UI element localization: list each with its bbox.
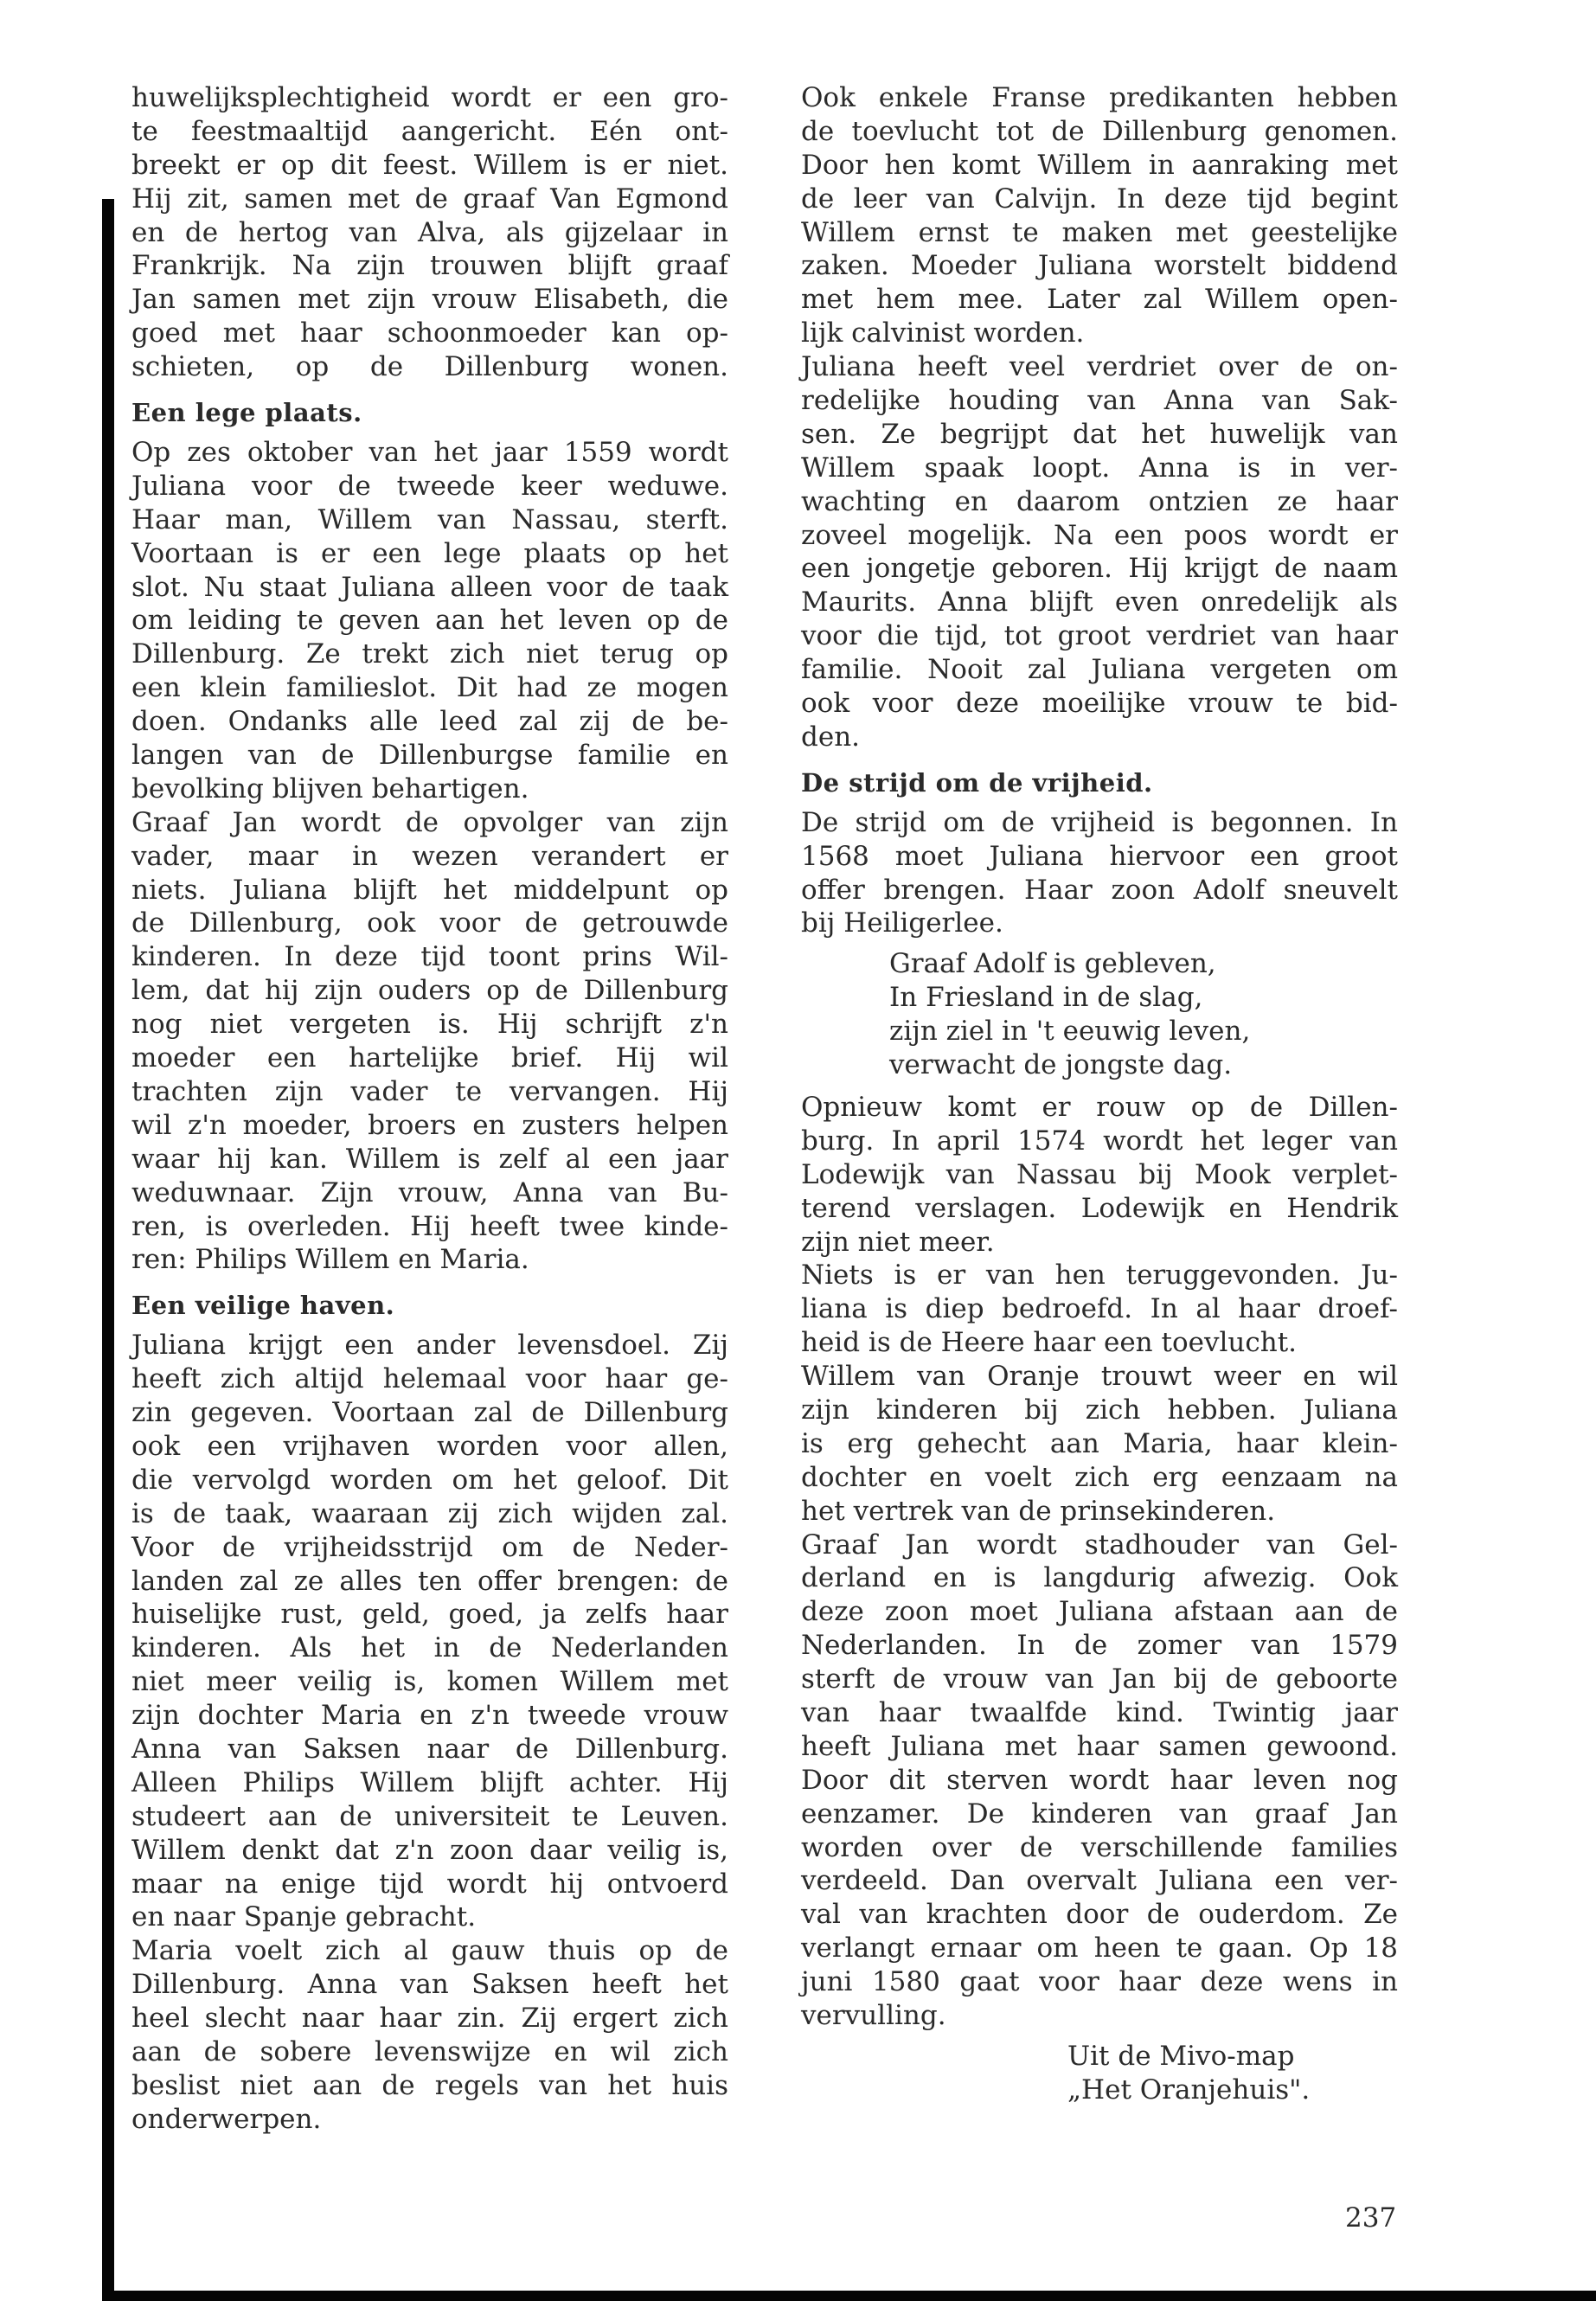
text-line: Uit de Mivo-map <box>1067 2040 1295 2072</box>
text-line: weduwnaar. Zijn vrouw, Anna van Bu- <box>131 1176 728 1208</box>
text-line: 1568 moet Juliana hiervoor een groot <box>801 840 1398 872</box>
text-line: zijn ziel in 't eeuwig leven, <box>889 1016 1251 1048</box>
text-line: De strijd om de vrijheid is begonnen. In <box>801 806 1398 838</box>
text-line: een klein familieslot. Dit had ze mogen <box>131 672 728 704</box>
text-line: nog niet vergeten is. Hij schrijft z'n <box>131 1009 728 1041</box>
text-line: landen zal ze alles ten offer brengen: de <box>131 1565 728 1597</box>
text-line: voor die tijd, tot groot verdriet van haar <box>801 620 1398 652</box>
text-line: heel slecht naar haar zin. Zij ergert zich <box>131 2003 728 2035</box>
text-line: bij Heiligerlee. <box>801 907 1003 939</box>
scan-bottom-shadow <box>102 2291 1596 2301</box>
text-line: Haar man, Willem van Nassau, sterft. <box>131 503 728 535</box>
text-line: heid is de Heere haar een toevlucht. <box>801 1327 1298 1359</box>
text-line: zijn dochter Maria en z'n tweede vrouw <box>131 1700 728 1732</box>
text-line: Willem van Oranje trouwt weer en wil <box>801 1361 1398 1393</box>
text-line: de leer van Calvijn. In deze tijd begint <box>801 183 1398 215</box>
text-line: niets. Juliana blijft het middelpunt op <box>131 874 728 906</box>
text-line: breekt er op dit feest. Willem is er niet. <box>131 149 728 181</box>
text-line: Juliana voor de tweede keer weduwe. <box>131 470 728 502</box>
text-line: lem, dat hij zijn ouders op de Dillenburg <box>131 975 728 1007</box>
text-line: sterft de vrouw van Jan bij de geboorte <box>801 1663 1398 1695</box>
text-line: te feestmaaltijd aangericht. Eén ont- <box>131 115 728 147</box>
text-line: offer brengen. Haar zoon Adolf sneuvelt <box>801 874 1398 906</box>
text-line: verdeeld. Dan overvalt Juliana een ver- <box>801 1865 1398 1897</box>
right-intro-paragraph <box>801 81 1398 754</box>
text-line: zaken. Moeder Juliana worstelt biddend <box>801 250 1398 282</box>
text-line: de Dillenburg, ook voor de getrouwde <box>131 907 728 939</box>
text-line: verlangt ernaar om heen te gaan. Op 18 <box>801 1932 1398 1965</box>
text-line: heeft zich altijd helemaal voor haar ge- <box>131 1363 728 1395</box>
text-line: verwacht de jongste dag. <box>889 1049 1233 1081</box>
text-line: Op zes oktober van het jaar 1559 wordt <box>131 437 728 469</box>
heading-de-strijd-om-de-vrijheid: De strijd om de vrijheid. <box>801 767 1153 798</box>
heading-een-veilige-haven: Een veilige haven. <box>131 1291 395 1321</box>
text-line: waar hij kan. Willem is zelf al een jaar <box>131 1143 728 1175</box>
text-line: zoveel mogelijk. Na een poos wordt er <box>801 519 1398 551</box>
text-line: burg. In april 1574 wordt het leger van <box>801 1125 1398 1157</box>
text-line: Willem denkt dat z'n zoon daar veilig is, <box>131 1834 728 1866</box>
right-column <box>801 81 1398 2107</box>
text-line: heeft Juliana met haar samen gewoond. <box>801 1730 1398 1762</box>
section-een-lege-plaats <box>131 436 728 1277</box>
text-line: „Het Oranjehuis". <box>1067 2073 1311 2106</box>
text-line: Dillenburg. Ze trekt zich niet terug op <box>131 638 728 670</box>
text-line: Voor de vrijheidsstrijd om de Neder- <box>131 1531 728 1563</box>
text-line: de toevlucht tot de Dillenburg genomen. <box>801 115 1398 147</box>
text-line: Opnieuw komt er rouw op de Dillen- <box>801 1091 1398 1123</box>
text-line: is de taak, waaraan zij zich wijden zal. <box>131 1497 728 1529</box>
text-line: juni 1580 gaat voor haar deze wens in <box>801 1966 1398 1998</box>
text-line: terend verslagen. Lodewijk en Hendrik <box>801 1192 1398 1224</box>
text-line: Juliana krijgt een ander levensdoel. Zij <box>131 1330 728 1362</box>
text-line: kinderen. Als het in de Nederlanden <box>131 1632 728 1664</box>
text-line: vader, maar in wezen verandert er <box>131 840 728 872</box>
poem <box>889 947 1398 1082</box>
text-line: doen. Ondanks alle leed zal zij de be- <box>131 706 728 738</box>
text-line: met hem mee. Later zal Willem open- <box>801 284 1398 316</box>
text-line: In Friesland in de slag, <box>889 982 1203 1014</box>
text-line: een jongetje geboren. Hij krijgt de naam <box>801 553 1398 585</box>
text-line: aan de sobere levenswijze en wil zich <box>131 2035 728 2067</box>
text-line: schieten, op de Dillenburg wonen. <box>131 351 728 383</box>
text-line: van haar twaalfde kind. Twintig jaar <box>801 1696 1398 1728</box>
text-line: ook voor deze moeilijke vrouw te bid- <box>801 688 1398 720</box>
text-line: Dillenburg. Anna van Saksen heeft het <box>131 1969 728 2001</box>
text-line: Maria voelt zich al gauw thuis op de <box>131 1935 728 1967</box>
text-line: familie. Nooit zal Juliana vergeten om <box>801 654 1398 686</box>
text-line: ren, is overleden. Hij heeft twee kinde- <box>131 1210 728 1242</box>
text-line: derland en is langdurig afwezig. Ook <box>801 1562 1398 1594</box>
text-line: dochter en voelt zich erg eenzaam na <box>801 1461 1398 1493</box>
text-line: ook een vrijhaven worden voor allen, <box>131 1430 728 1462</box>
text-line: huwelijksplechtigheid wordt er een gro- <box>131 82 728 113</box>
text-line: kinderen. In deze tijd toont prins Wil- <box>131 941 728 973</box>
text-line: Door dit sterven wordt haar leven nog <box>801 1764 1398 1796</box>
text-line: Anna van Saksen naar de Dillenburg. <box>131 1733 728 1765</box>
text-line: slot. Nu staat Juliana alleen voor de taak <box>131 571 728 603</box>
text-line: moeder een hartelijke brief. Hij wil <box>131 1042 728 1074</box>
text-line: zin gegeven. Voortaan zal de Dillenburg <box>131 1397 728 1429</box>
text-line: worden over de verschillende families <box>801 1831 1398 1863</box>
text-line: Hij zit, samen met de graaf Van Egmond <box>131 183 728 215</box>
text-line: onderwerpen. <box>131 2103 322 2135</box>
text-line: niet meer veilig is, komen Willem met <box>131 1666 728 1698</box>
text-line: om leiding te geven aan het leven op de <box>131 605 728 637</box>
text-line: en de hertog van Alva, als gijzelaar in <box>131 216 728 248</box>
text-line: Willem spaak loopt. Anna is in ver- <box>801 452 1398 484</box>
text-line: maar na enige tijd wordt hij ontvoerd <box>131 1868 728 1900</box>
text-line: huiselijke rust, geld, goed, ja zelfs haar <box>131 1599 728 1631</box>
text-line: Jan samen met zijn vrouw Elisabeth, die <box>131 284 728 316</box>
text-line: wil z'n moeder, broers en zusters helpen <box>131 1109 728 1141</box>
text-line: zijn kinderen bij zich hebben. Juliana <box>801 1394 1398 1426</box>
text-line: beslist niet aan de regels van het huis <box>131 2069 728 2101</box>
text-line: Graaf Jan wordt de opvolger van zijn <box>131 806 728 838</box>
scan-edge-shadow <box>102 199 114 2301</box>
text-line: Voortaan is er een lege plaats op het <box>131 537 728 569</box>
text-line: liana is diep bedroefd. In al haar droef- <box>801 1293 1398 1325</box>
text-line: Graaf Jan wordt stadhouder van Gel- <box>801 1529 1398 1561</box>
text-line: vervulling. <box>801 1999 946 2031</box>
left-intro-paragraph <box>131 81 728 384</box>
text-line: redelijke houding van Anna van Sak- <box>801 385 1398 417</box>
text-line: trachten zijn vader te vervangen. Hij <box>131 1075 728 1107</box>
section-de-strijd <box>801 806 1398 941</box>
text-line: is erg gehecht aan Maria, haar klein- <box>801 1427 1398 1459</box>
text-line: lijk calvinist worden. <box>801 317 1085 349</box>
text-line: Alleen Philips Willem blijft achter. Hij <box>131 1766 728 1798</box>
text-line: ren: Philips Willem en Maria. <box>131 1244 529 1276</box>
text-line: bevolking blijven behartigen. <box>131 772 529 804</box>
text-line: eenzamer. De kinderen van graaf Jan <box>801 1798 1398 1830</box>
text-line: Juliana heeft veel verdriet over de on- <box>801 351 1398 383</box>
text-line: Graaf Adolf is gebleven, <box>889 948 1216 980</box>
section-een-veilige-haven <box>131 1329 728 2136</box>
text-line: die vervolgd worden om het geloof. Dit <box>131 1464 728 1496</box>
text-line: Lodewijk van Nassau bij Mook verplet- <box>801 1158 1398 1190</box>
text-line: Ook enkele Franse predikanten hebben <box>801 82 1398 113</box>
text-line: deze zoon moet Juliana afstaan aan de <box>801 1596 1398 1628</box>
text-line: val van krachten door de ouderdom. Ze <box>801 1899 1398 1931</box>
text-line: Door hen komt Willem in aanraking met <box>801 149 1398 181</box>
section-opnieuw-rouw <box>801 1091 1398 2033</box>
text-line: Willem ernst te maken met geestelijke <box>801 216 1398 248</box>
text-line: studeert aan de universiteit te Leuven. <box>131 1800 728 1832</box>
text-line: wachting en daarom ontzien ze haar <box>801 485 1398 517</box>
text-line: het vertrek van de prinsekinderen. <box>801 1495 1276 1527</box>
text-line: Maurits. Anna blijft even onredelijk als <box>801 586 1398 619</box>
text-line: sen. Ze begrijpt dat het huwelijk van <box>801 418 1398 450</box>
source-credit <box>801 2040 1398 2107</box>
text-line: zijn niet meer. <box>801 1226 995 1258</box>
text-line: Nederlanden. In de zomer van 1579 <box>801 1630 1398 1662</box>
left-column <box>131 81 728 2137</box>
heading-een-lege-plaats: Een lege plaats. <box>131 398 362 428</box>
text-line: en naar Spanje gebracht. <box>131 1901 477 1933</box>
text-line: goed met haar schoonmoeder kan op- <box>131 317 728 349</box>
text-line: Frankrijk. Na zijn trouwen blijft graaf <box>131 250 728 282</box>
text-line: Niets is er van hen teruggevonden. Ju- <box>801 1259 1398 1292</box>
text-line: langen van de Dillenburgse familie en <box>131 740 728 772</box>
text-line: den. <box>801 721 861 753</box>
page-number: 237 <box>1345 2202 1397 2234</box>
